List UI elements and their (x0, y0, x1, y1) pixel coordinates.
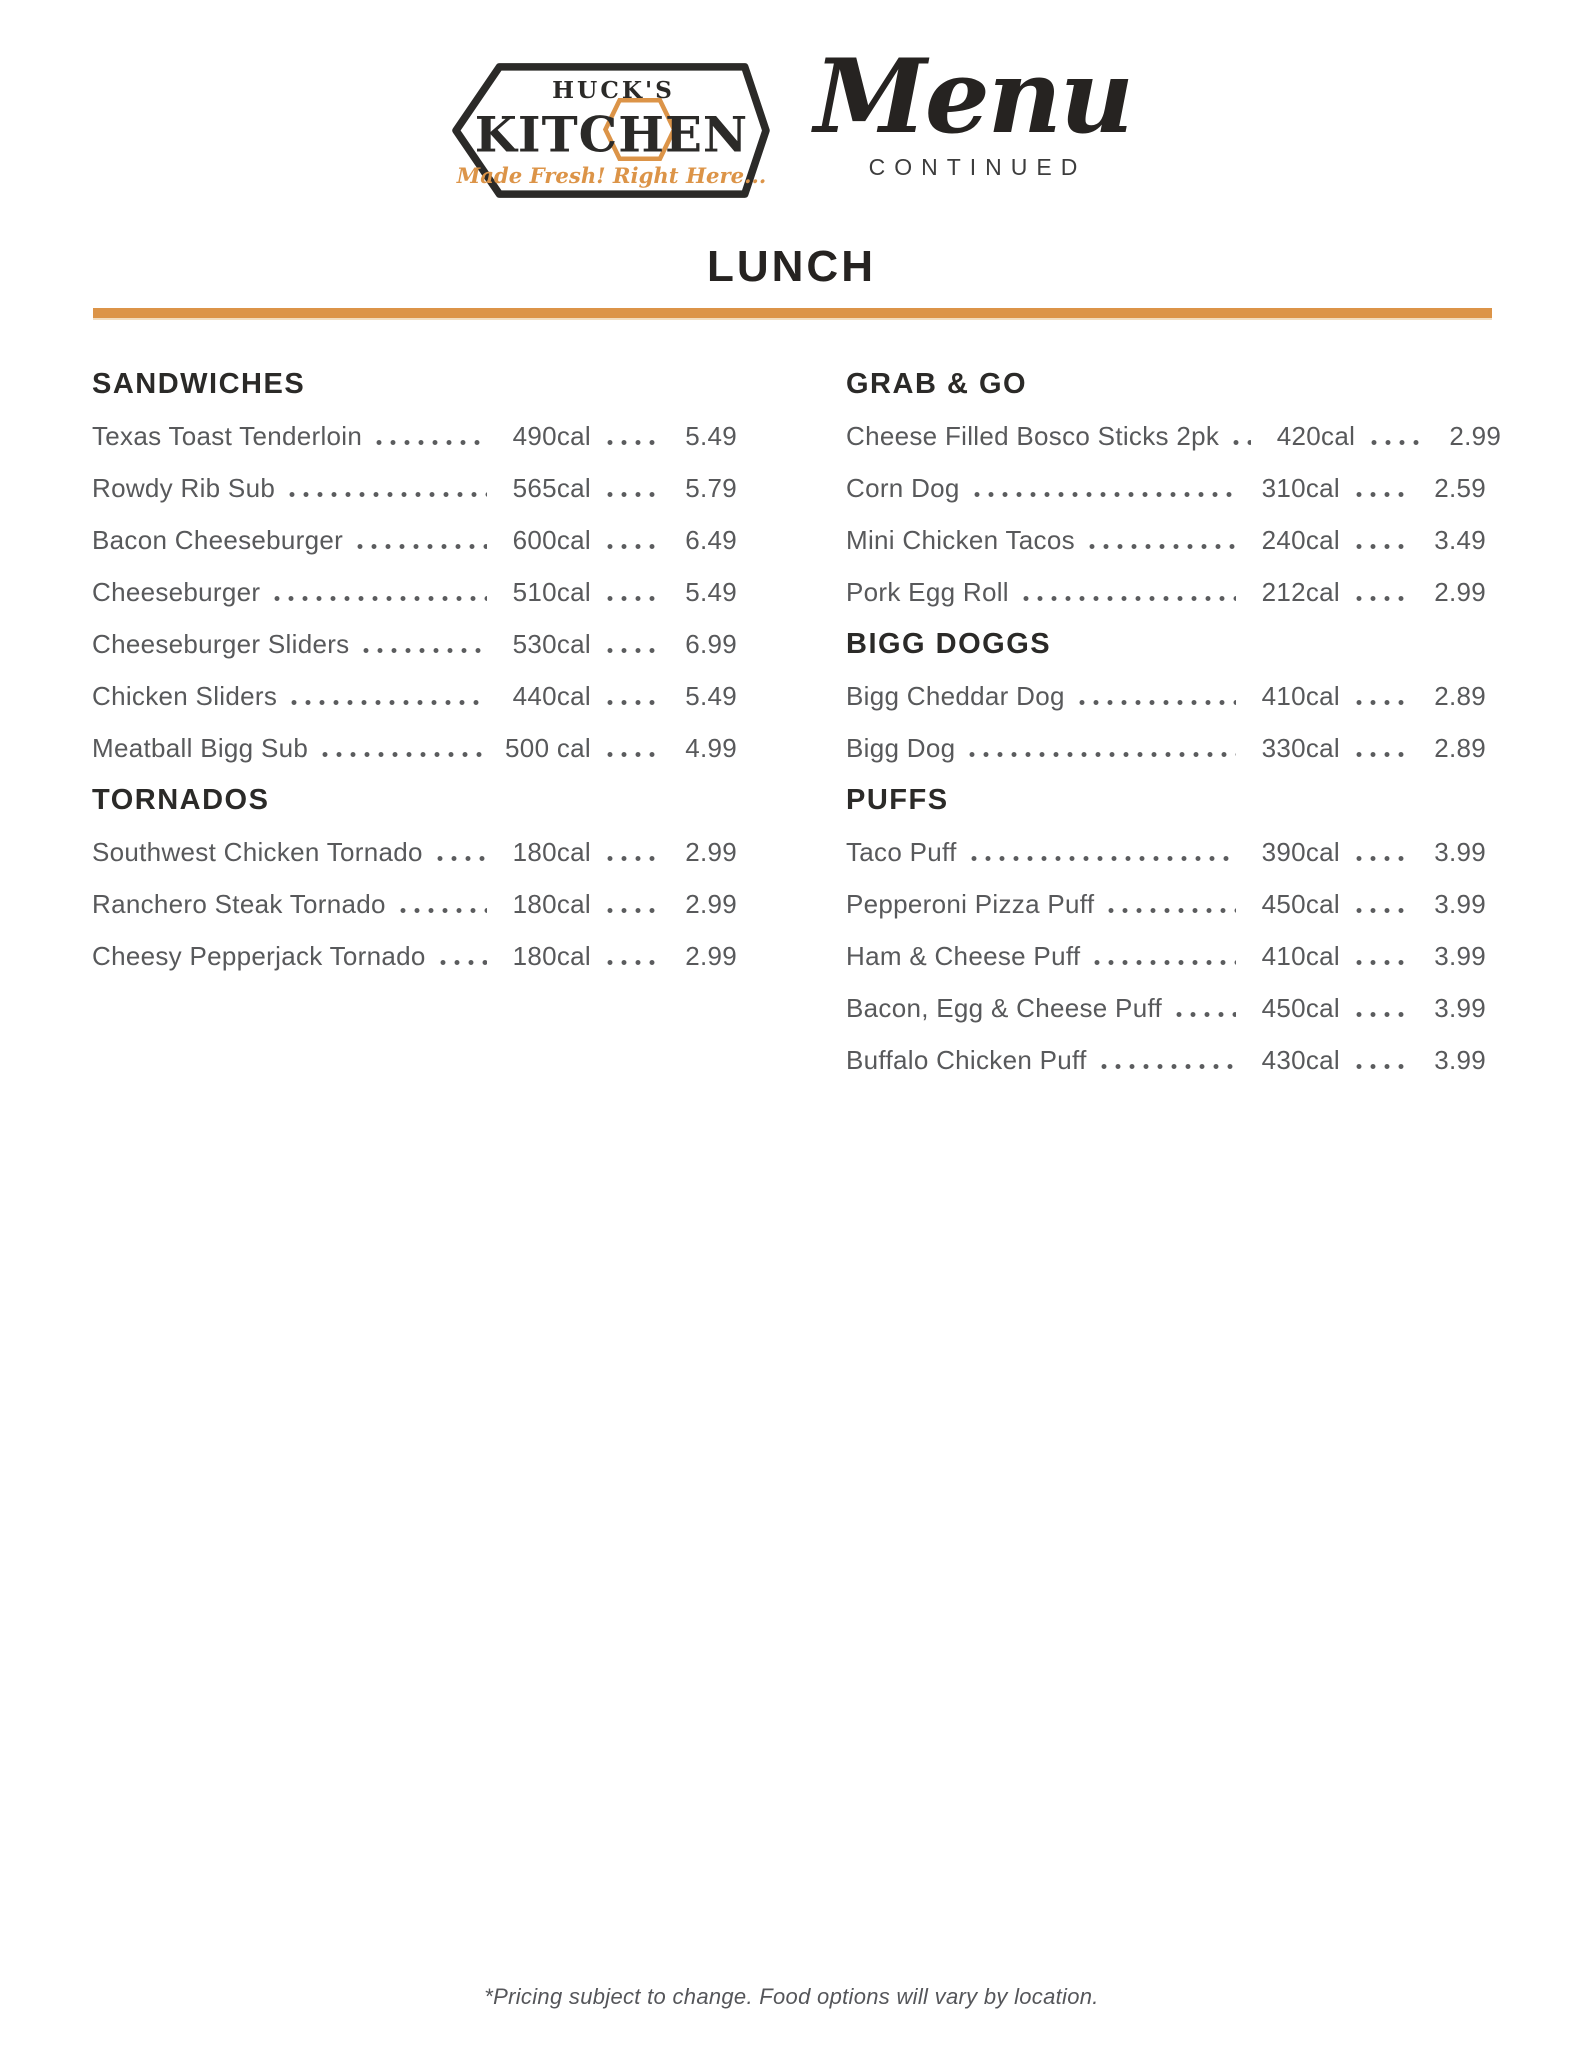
menu-item-row (846, 826, 1486, 878)
item-calories: 510cal (512, 577, 591, 607)
menu-item-row (92, 826, 737, 878)
item-name: Pork Egg Roll (846, 577, 1009, 607)
item-price: 2.99 (685, 837, 737, 867)
item-price: 3.99 (1434, 889, 1486, 919)
dot-leader (1090, 960, 1236, 965)
item-price: 5.79 (685, 473, 737, 503)
dot-leader (433, 856, 487, 861)
item-price: 2.99 (685, 941, 737, 971)
item-name: Cheeseburger (92, 577, 261, 607)
dot-leader (1352, 492, 1408, 497)
dot-leader (603, 544, 659, 549)
dot-leader (1104, 908, 1236, 913)
dot-leader (318, 752, 487, 757)
item-calories: 440cal (512, 681, 591, 711)
item-calories: 180cal (512, 837, 591, 867)
dot-leader (1352, 856, 1408, 861)
section-title: TORNADOS (92, 784, 270, 816)
item-calories: 212cal (1261, 577, 1340, 607)
item-name: Chicken Sliders (92, 681, 278, 711)
item-price: 5.49 (685, 681, 737, 711)
item-price: 2.89 (1434, 733, 1486, 763)
item-name: Pepperoni Pizza Puff (846, 889, 1095, 919)
menu-item-row (846, 410, 1502, 462)
menu-item-row (92, 618, 737, 670)
menu-item-row (92, 462, 737, 514)
dot-leader (270, 596, 487, 601)
section-title: SANDWICHES (92, 368, 306, 400)
item-calories: 410cal (1261, 941, 1340, 971)
dot-leader (372, 440, 487, 445)
dot-leader (603, 440, 659, 445)
dot-leader (603, 960, 659, 965)
item-name: Cheese Filled Bosco Sticks 2pk (846, 421, 1220, 451)
pricing-disclaimer: *Pricing subject to change. Food options will vary by location. (484, 1984, 1099, 2009)
dot-leader (287, 700, 487, 705)
item-calories: 450cal (1261, 993, 1340, 1023)
dot-leader (970, 492, 1236, 497)
item-calories: 430cal (1261, 1045, 1340, 1075)
item-price: 3.99 (1434, 1045, 1486, 1075)
section-title: GRAB & GO (846, 368, 1028, 400)
menu-item-row (846, 722, 1486, 774)
dot-leader (1352, 752, 1408, 757)
dot-leader (1019, 596, 1236, 601)
dot-leader (1352, 1012, 1408, 1017)
orange-divider (93, 308, 1492, 320)
item-name: Ranchero Steak Tornado (92, 889, 386, 919)
menu-item-row (92, 878, 737, 930)
item-calories: 565cal (512, 473, 591, 503)
dot-leader (1352, 1064, 1408, 1069)
item-price: 5.49 (685, 421, 737, 451)
item-calories: 180cal (512, 889, 591, 919)
dot-leader (1352, 908, 1408, 913)
menu-item-row (846, 462, 1486, 514)
dot-leader (436, 960, 487, 965)
menu-item-row (92, 930, 737, 982)
dot-leader (285, 492, 487, 497)
item-price: 3.49 (1434, 525, 1486, 555)
dot-leader (1367, 440, 1423, 445)
menu-header-block (790, 37, 1156, 181)
section-header-bigg-doggs (846, 618, 1486, 670)
dot-leader (603, 648, 659, 653)
item-name: Mini Chicken Tacos (846, 525, 1075, 555)
item-name: Bigg Cheddar Dog (846, 681, 1065, 711)
section-title: PUFFS (846, 784, 949, 816)
dot-leader (603, 908, 659, 913)
dot-leader (396, 908, 487, 913)
hucks-kitchen-logo (452, 60, 770, 201)
section-header-tornados (92, 774, 737, 826)
item-name: Southwest Chicken Tornado (92, 837, 423, 867)
dot-leader (1352, 596, 1408, 601)
item-name: Bacon Cheeseburger (92, 525, 344, 555)
dot-leader (967, 856, 1236, 861)
dot-leader (603, 700, 659, 705)
logo-main-kitc: KITC (474, 107, 619, 164)
logo-main-h: H (618, 107, 665, 164)
item-price: 2.99 (1449, 421, 1502, 451)
logo-main-en: EN (664, 107, 749, 164)
logo-tagline: Made Fresh! Right Here... (456, 162, 767, 188)
item-calories: 490cal (512, 421, 591, 451)
dot-leader (359, 648, 487, 653)
item-name: Cheeseburger Sliders (92, 629, 350, 659)
item-calories: 240cal (1261, 525, 1340, 555)
item-name: Buffalo Chicken Puff (846, 1045, 1087, 1075)
item-calories: 600cal (512, 525, 591, 555)
menu-item-row (92, 566, 737, 618)
dot-leader (603, 752, 659, 757)
item-name: Cheesy Pepperjack Tornado (92, 941, 426, 971)
item-price: 2.99 (1434, 577, 1486, 607)
item-name: Meatball Bigg Sub (92, 733, 309, 763)
menu-script-title: Menu (813, 37, 1133, 157)
item-calories: 310cal (1261, 473, 1340, 503)
menu-item-row (846, 930, 1486, 982)
dot-leader (1085, 544, 1236, 549)
item-price: 5.49 (685, 577, 737, 607)
section-header-grab-and-go (846, 358, 1486, 410)
item-price: 4.99 (685, 733, 737, 763)
menu-item-row (92, 670, 737, 722)
item-name: Bacon, Egg & Cheese Puff (846, 993, 1163, 1023)
item-price: 2.99 (685, 889, 737, 919)
dot-leader (1229, 440, 1251, 445)
dot-leader (603, 596, 659, 601)
dot-leader (1352, 700, 1408, 705)
item-price: 6.99 (685, 629, 737, 659)
menu-item-row (846, 982, 1486, 1034)
logo-top-text: HUCK'S (552, 77, 675, 105)
section-title: BIGG DOGGS (846, 628, 1052, 660)
section-header-puffs (846, 774, 1486, 826)
item-name: Corn Dog (846, 473, 960, 503)
dot-leader (603, 856, 659, 861)
item-price: 3.99 (1434, 941, 1486, 971)
dot-leader (353, 544, 487, 549)
item-name: Texas Toast Tenderloin (92, 421, 363, 451)
page-title: LUNCH (707, 242, 876, 291)
item-calories: 450cal (1261, 889, 1340, 919)
menu-item-row (846, 514, 1486, 566)
menu-item-row (92, 722, 737, 774)
right-column (846, 358, 1502, 1086)
dot-leader (965, 752, 1236, 757)
menu-item-row (92, 410, 737, 462)
logo-main-text (475, 108, 748, 164)
item-calories: 420cal (1276, 421, 1356, 451)
item-price: 6.49 (685, 525, 737, 555)
item-name: Taco Puff (846, 837, 957, 867)
item-price: 2.59 (1434, 473, 1486, 503)
dot-leader (1097, 1064, 1236, 1069)
item-name: Bigg Dog (846, 733, 956, 763)
item-price: 2.89 (1434, 681, 1486, 711)
item-calories: 390cal (1261, 837, 1340, 867)
item-calories: 530cal (512, 629, 591, 659)
menu-item-row (846, 566, 1486, 618)
item-name: Rowdy Rib Sub (92, 473, 276, 503)
dot-leader (1172, 1012, 1236, 1017)
dot-leader (603, 492, 659, 497)
item-calories: 180cal (512, 941, 591, 971)
dot-leader (1075, 700, 1236, 705)
left-column (92, 358, 737, 982)
menu-item-row (846, 878, 1486, 930)
menu-continued-label: CONTINUED (868, 154, 1087, 181)
menu-columns (92, 358, 1502, 1086)
item-calories: 330cal (1261, 733, 1340, 763)
dot-leader (1352, 960, 1408, 965)
item-price: 3.99 (1434, 837, 1486, 867)
menu-item-row (846, 670, 1486, 722)
menu-item-row (846, 1034, 1486, 1086)
dot-leader (1352, 544, 1408, 549)
menu-item-row (92, 514, 737, 566)
item-price: 3.99 (1434, 993, 1486, 1023)
section-header-sandwiches (92, 358, 737, 410)
item-calories: 500 cal (505, 733, 591, 763)
item-name: Ham & Cheese Puff (846, 941, 1081, 971)
item-calories: 410cal (1261, 681, 1340, 711)
